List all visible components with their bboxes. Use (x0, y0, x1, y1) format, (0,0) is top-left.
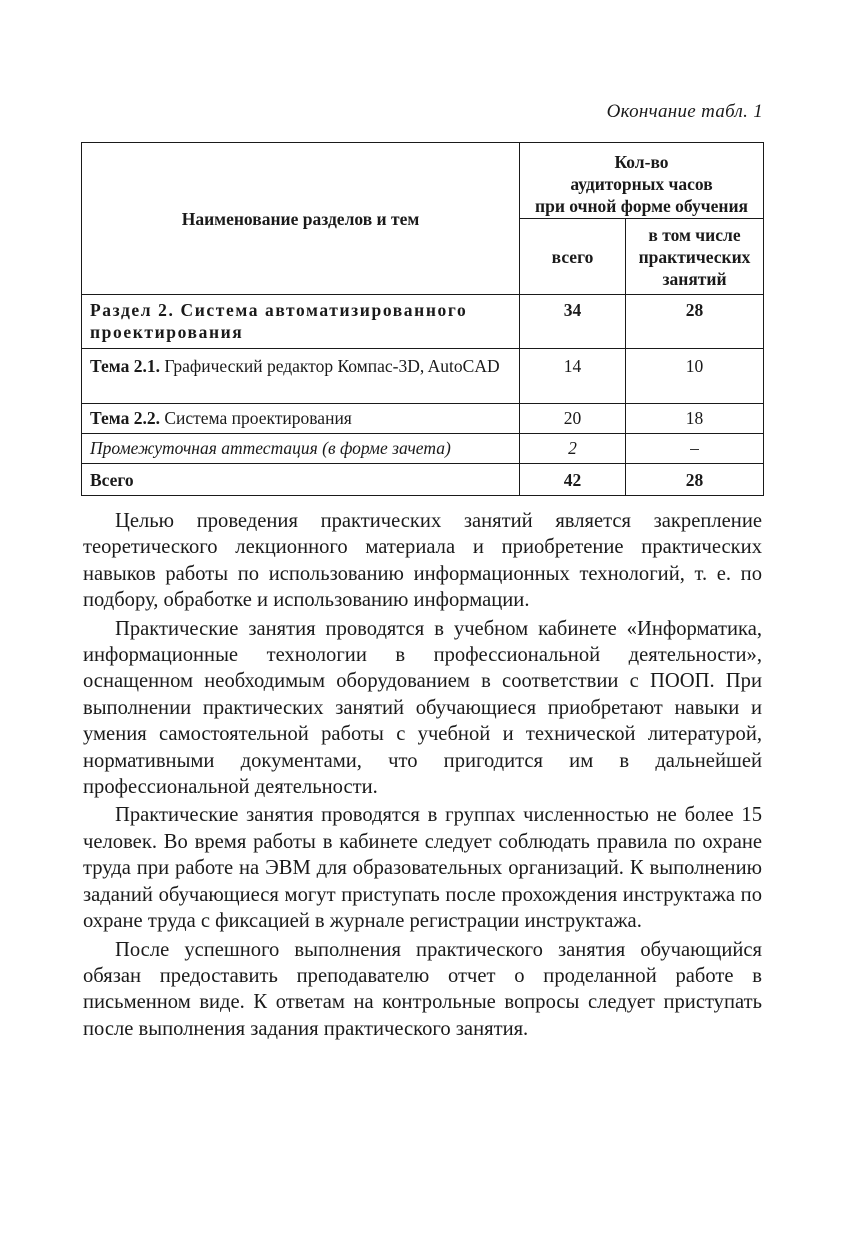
row-label-text: Система проектирования (159, 408, 352, 428)
header-group-line: при очной форме обучения (535, 195, 748, 216)
table-row (82, 434, 764, 464)
row-label-bold: Тема 2.2. (90, 408, 160, 428)
table-row (82, 404, 764, 434)
table-caption: Окончание табл. 1 (606, 101, 763, 122)
table-header-row (82, 143, 764, 219)
row-practical: 10 (626, 349, 764, 404)
row-label (82, 295, 520, 349)
header-practical-line: в том числе (648, 224, 741, 245)
row-label-bold: Тема 2.1. (90, 356, 160, 376)
row-practical: 18 (626, 404, 764, 434)
row-practical: – (626, 434, 764, 464)
paragraph: Практические занятия проводятся в учебном кабинете «Информатика, информационные технологии в профессиональной деятельности», оснащенном необходимым оборудованием в соответствии с ПООП. При выполнении практических занятий обучающиеся приобретают навыки и умения самостоятельной работы с учебной и технической литературой, нормативными документами, что пригодится им в дальнейшей профессиональной деятельности. (83, 617, 762, 799)
paragraph: Практические занятия проводятся в группах численностью не более 15 человек. Во время работы в кабинете следует соблюдать правила по охране труда при работе на ЭВМ для образовательных организаций. К выполнению заданий обучающиеся могут приступать после прохождения инструктажа по охране труда с фиксацией в журнале регистрации инструктажа. (83, 804, 762, 933)
body-text (83, 508, 762, 1042)
header-section-name: Наименование разделов и тем (82, 143, 520, 295)
table-row-total (82, 464, 764, 496)
table-row (82, 295, 764, 349)
row-label (82, 404, 520, 434)
row-label-text: Графический редактор Компас-3D, AutoCAD (159, 356, 500, 376)
row-label: Всего (82, 464, 520, 496)
table-row (82, 349, 764, 404)
row-total: 34 (520, 295, 626, 349)
header-practical (626, 219, 764, 295)
paragraph: Целью проведения практических занятий является закрепление теоретического лекционного материала и приобретение практических навыков работы по использованию информационных технологий, т. е. по подбору, обработке и использованию информации. (83, 510, 762, 612)
row-practical: 28 (626, 464, 764, 496)
header-practical-line: практических (638, 246, 751, 267)
row-label: Промежуточная аттестация (в форме зачета) (82, 434, 520, 464)
row-total: 14 (520, 349, 626, 404)
paragraph: После успешного выполнения практического занятия обучающийся обязан предоставить преподавателю отчет о проделанной работе в письменном виде. К ответам на контрольные вопросы следует приступать после выполнения задания практического занятия. (83, 938, 762, 1040)
row-label (82, 349, 520, 404)
header-group-line: аудиторных часов (570, 173, 713, 194)
row-total: 42 (520, 464, 626, 496)
header-practical-line: занятий (662, 268, 727, 289)
row-practical: 28 (626, 295, 764, 349)
row-total: 20 (520, 404, 626, 434)
header-hours-group (520, 143, 764, 219)
header-total: всего (520, 219, 626, 295)
row-label-bold: Раздел 2. Система автоматизированного проектирования (90, 300, 468, 342)
hours-table (81, 142, 764, 496)
row-total: 2 (520, 434, 626, 464)
header-group-line: Кол-во (614, 151, 669, 172)
